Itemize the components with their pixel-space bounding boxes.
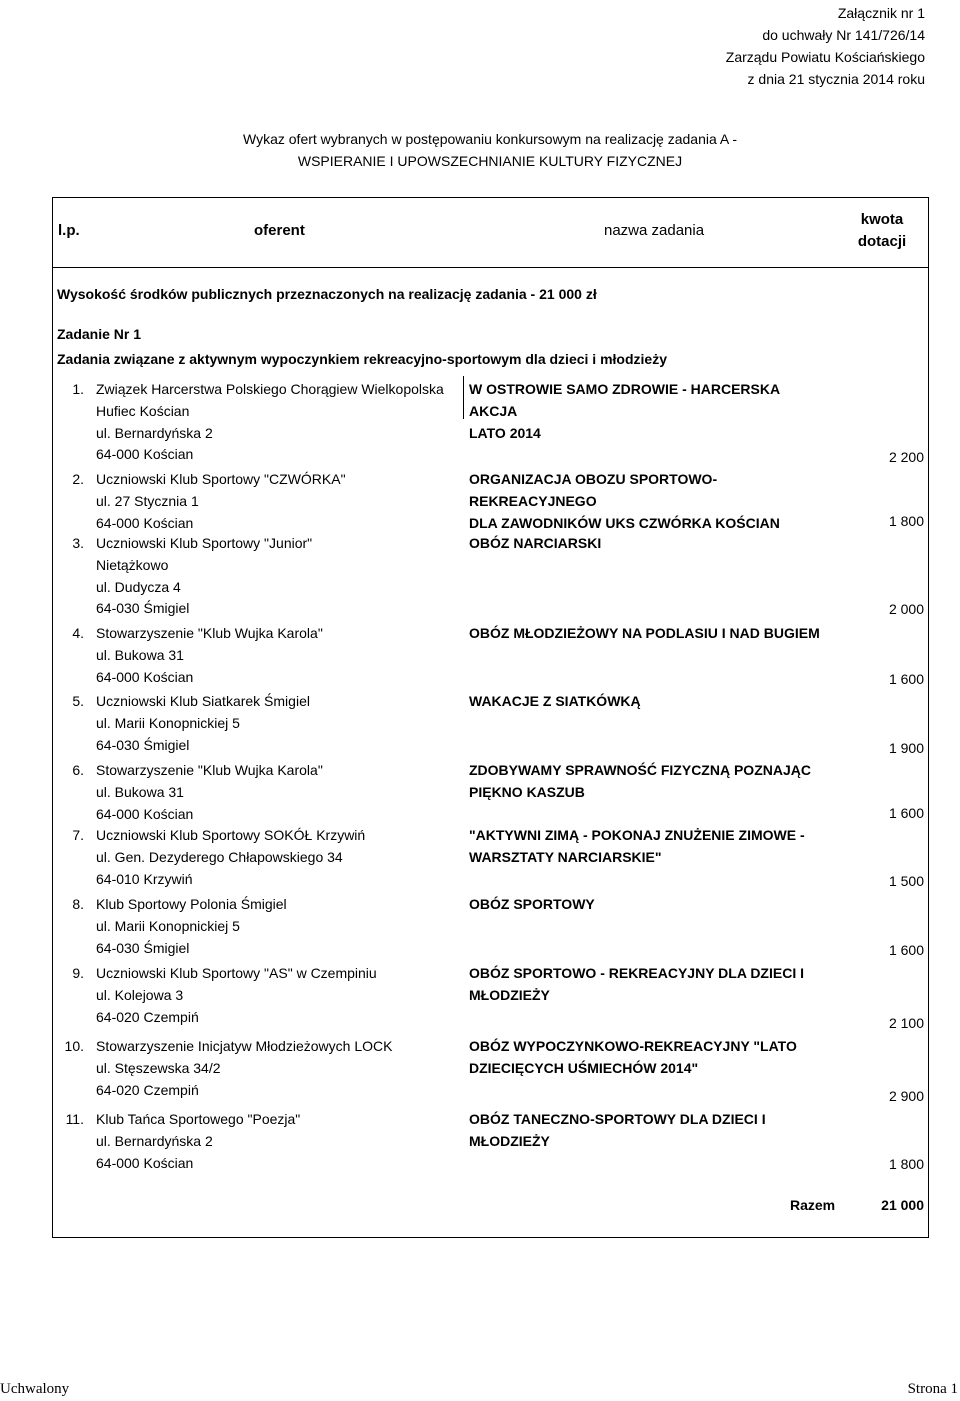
total-value: 21 000 — [881, 1197, 924, 1213]
offerer-line: ul. Bukowa 31 — [96, 646, 184, 663]
task-name — [469, 1036, 829, 1080]
row-number: 5. — [72, 693, 84, 709]
title-line-2: WSPIERANIE I UPOWSZECHNIANIE KULTURY FIZYCZNEJ — [297, 153, 683, 169]
task-name — [469, 469, 829, 534]
offerer-details — [96, 691, 471, 756]
offerer-details — [96, 894, 471, 959]
offerer-details — [96, 469, 471, 534]
grant-amount: 1 800 — [888, 1156, 924, 1172]
grant-amount: 2 000 — [888, 601, 924, 617]
offerer-line: 64-000 Kościan — [96, 805, 194, 822]
column-header-amount — [850, 209, 914, 253]
task-title: Zadania związane z aktywnym wypoczynkiem rekreacyjno-sportowym dla dzieci i młodzieży — [57, 351, 667, 367]
column-header-amount-line-1: kwota — [860, 211, 904, 228]
task-name-line: WARSZTATY NARCIARSKIE" — [469, 848, 662, 865]
offerer-line: 64-000 Kościan — [96, 514, 194, 531]
attachment-header — [525, 2, 925, 90]
document-title — [0, 128, 960, 172]
offerer-line: ul. Bernardyńska 2 — [96, 424, 213, 441]
grant-amount: 1 500 — [888, 873, 924, 889]
task-name — [469, 760, 829, 804]
grant-amount: 2 900 — [888, 1088, 924, 1104]
column-header-lp: l.p. — [58, 222, 80, 239]
row-number: 2. — [72, 471, 84, 487]
offerer-line: 64-020 Czempiń — [96, 1081, 199, 1098]
task-name-line: OBÓZ WYPOCZYNKOWO-REKREACYJNY "LATO — [469, 1038, 797, 1054]
offerer-line: ul. Stęszewska 34/2 — [96, 1059, 221, 1076]
offerer-line: Nietążkowo — [96, 556, 169, 573]
task-name-line: OBÓZ SPORTOWO - REKREACYJNY DLA DZIECI I — [469, 965, 804, 981]
header-divider — [52, 267, 929, 268]
offerer-line: Klub Tańca Sportowego "Poezja" — [96, 1111, 301, 1127]
row-number: 1. — [72, 381, 84, 397]
row-number: 8. — [72, 896, 84, 912]
column-header-amount-line-2: dotacji — [857, 233, 907, 250]
offerer-line: 64-000 Kościan — [96, 446, 194, 463]
offerer-line: Uczniowski Klub Sportowy "Junior" — [96, 535, 313, 551]
task-name — [469, 963, 829, 1007]
offerer-line: Klub Sportowy Polonia Śmigiel — [96, 896, 287, 912]
task-name-line: ZDOBYWAMY SPRAWNOŚĆ FIZYCZNĄ POZNAJĄC — [469, 762, 811, 778]
offerer-line: 64-010 Krzywiń — [96, 870, 193, 887]
task-name-line: MŁODZIEŻY — [469, 1132, 550, 1149]
task-name-line: OBÓZ TANECZNO-SPORTOWY DLA DZIECI I — [469, 1111, 766, 1127]
offerer-details — [96, 1109, 471, 1174]
offerer-line: ul. Marii Konopnickiej 5 — [96, 917, 240, 934]
offerer-details — [96, 533, 471, 620]
task-name — [469, 894, 829, 916]
row-number: 7. — [72, 827, 84, 843]
header-line: z dnia 21 stycznia 2014 roku — [747, 71, 925, 87]
header-line: Załącznik nr 1 — [837, 5, 925, 21]
offerer-details — [96, 963, 471, 1028]
row-number: 6. — [72, 762, 84, 778]
offerer-line: 64-030 Śmigiel — [96, 939, 190, 956]
grant-amount: 1 600 — [888, 805, 924, 821]
column-header-offerer: oferent — [254, 222, 305, 239]
offerer-line: 64-030 Śmigiel — [96, 600, 190, 617]
public-funds-line: Wysokość środków publicznych przeznaczonych na realizację zadania - 21 000 zł — [57, 286, 597, 302]
offerer-line: 64-020 Czempiń — [96, 1008, 199, 1025]
offerer-line: ul. Bukowa 31 — [96, 783, 184, 800]
row-number: 11. — [65, 1111, 84, 1127]
offerer-details — [96, 825, 471, 890]
title-line-1: Wykaz ofert wybranych w postępowaniu konkursowym na realizację zadania A - — [243, 131, 737, 147]
row-number: 3. — [72, 535, 84, 551]
grant-amount: 2 200 — [888, 449, 924, 465]
footer-status: Uchwalony — [0, 1381, 70, 1397]
offerer-line: ul. Dudycza 4 — [96, 578, 181, 595]
grant-amount: 1 900 — [888, 740, 924, 756]
task-name-line: MŁODZIEŻY — [469, 986, 550, 1003]
offerer-line: Stowarzyszenie "Klub Wujka Karola" — [96, 625, 323, 641]
header-line: do uchwały Nr 141/726/14 — [762, 27, 925, 43]
task-name — [469, 379, 829, 444]
header-line: Zarządu Powiatu Kościańskiego — [725, 49, 925, 65]
total-label: Razem — [790, 1197, 836, 1213]
task-name — [469, 691, 829, 713]
task-name-line: LATO 2014 — [469, 424, 541, 441]
task-name-line: DZIECIĘCYCH UŚMIECHÓW 2014" — [469, 1059, 699, 1076]
task-name-line: WAKACJE Z SIATKÓWKĄ — [469, 693, 641, 709]
grant-amount: 2 100 — [888, 1015, 924, 1031]
offerer-line: Uczniowski Klub Sportowy SOKÓŁ Krzywiń — [96, 827, 366, 843]
offerer-line: ul. 27 Stycznia 1 — [96, 492, 199, 509]
task-name — [469, 1109, 829, 1153]
task-name-line: W OSTROWIE SAMO ZDROWIE - HARCERSKA AKCJA — [469, 381, 780, 419]
task-number: Zadanie Nr 1 — [57, 326, 142, 342]
task-name — [469, 533, 829, 555]
task-name-line: OBÓZ SPORTOWY — [469, 896, 595, 912]
offerer-line: Związek Harcerstwa Polskiego Chorągiew Wielkopolska — [96, 381, 444, 397]
offerer-details — [96, 379, 471, 466]
offerer-details — [96, 623, 471, 688]
offerer-line: 64-000 Kościan — [96, 1154, 194, 1171]
offerer-line: Hufiec Kościan — [96, 402, 190, 419]
offerer-line: 64-000 Kościan — [96, 668, 194, 685]
task-name-line: "AKTYWNI ZIMĄ - POKONAJ ZNUŻENIE ZIMOWE - — [469, 827, 805, 843]
offerer-line: ul. Marii Konopnickiej 5 — [96, 714, 240, 731]
task-name-line: ORGANIZACJA OBOZU SPORTOWO-REKREACYJNEGO — [469, 471, 718, 509]
grant-amount: 1 600 — [888, 671, 924, 687]
row-number: 4. — [72, 625, 84, 641]
offerer-line: ul. Bernardyńska 2 — [96, 1132, 213, 1149]
grant-amount: 1 600 — [888, 942, 924, 958]
offerer-details — [96, 1036, 471, 1101]
offerer-details — [96, 760, 471, 825]
offerer-line: Stowarzyszenie "Klub Wujka Karola" — [96, 762, 323, 778]
offerer-line: Stowarzyszenie Inicjatyw Młodzieżowych LOCK — [96, 1038, 393, 1054]
task-name-line: OBÓZ NARCIARSKI — [469, 535, 602, 551]
task-name-line: OBÓZ MŁODZIEŻOWY NA PODLASIU I NAD BUGIEM — [469, 625, 820, 641]
column-header-task-name: nazwa zadania — [604, 222, 705, 239]
row-number: 10. — [64, 1038, 84, 1054]
offerer-line: ul. Gen. Dezyderego Chłapowskiego 34 — [96, 848, 343, 865]
offerer-line: Uczniowski Klub Sportowy "AS" w Czempiniu — [96, 965, 377, 981]
task-name-line: DLA ZAWODNIKÓW UKS CZWÓRKA KOŚCIAN — [469, 514, 780, 531]
offerer-line: Uczniowski Klub Siatkarek Śmigiel — [96, 693, 310, 709]
task-name — [469, 623, 829, 645]
task-name-line: PIĘKNO KASZUB — [469, 783, 585, 800]
offerer-line: ul. Kolejowa 3 — [96, 986, 184, 1003]
task-name — [469, 825, 829, 869]
offerer-line: 64-030 Śmigiel — [96, 736, 190, 753]
footer-page-number: Strona 1 — [907, 1381, 958, 1397]
grant-amount: 1 800 — [888, 513, 924, 529]
offerer-line: Uczniowski Klub Sportowy "CZWÓRKA" — [96, 471, 346, 487]
row-number: 9. — [72, 965, 84, 981]
